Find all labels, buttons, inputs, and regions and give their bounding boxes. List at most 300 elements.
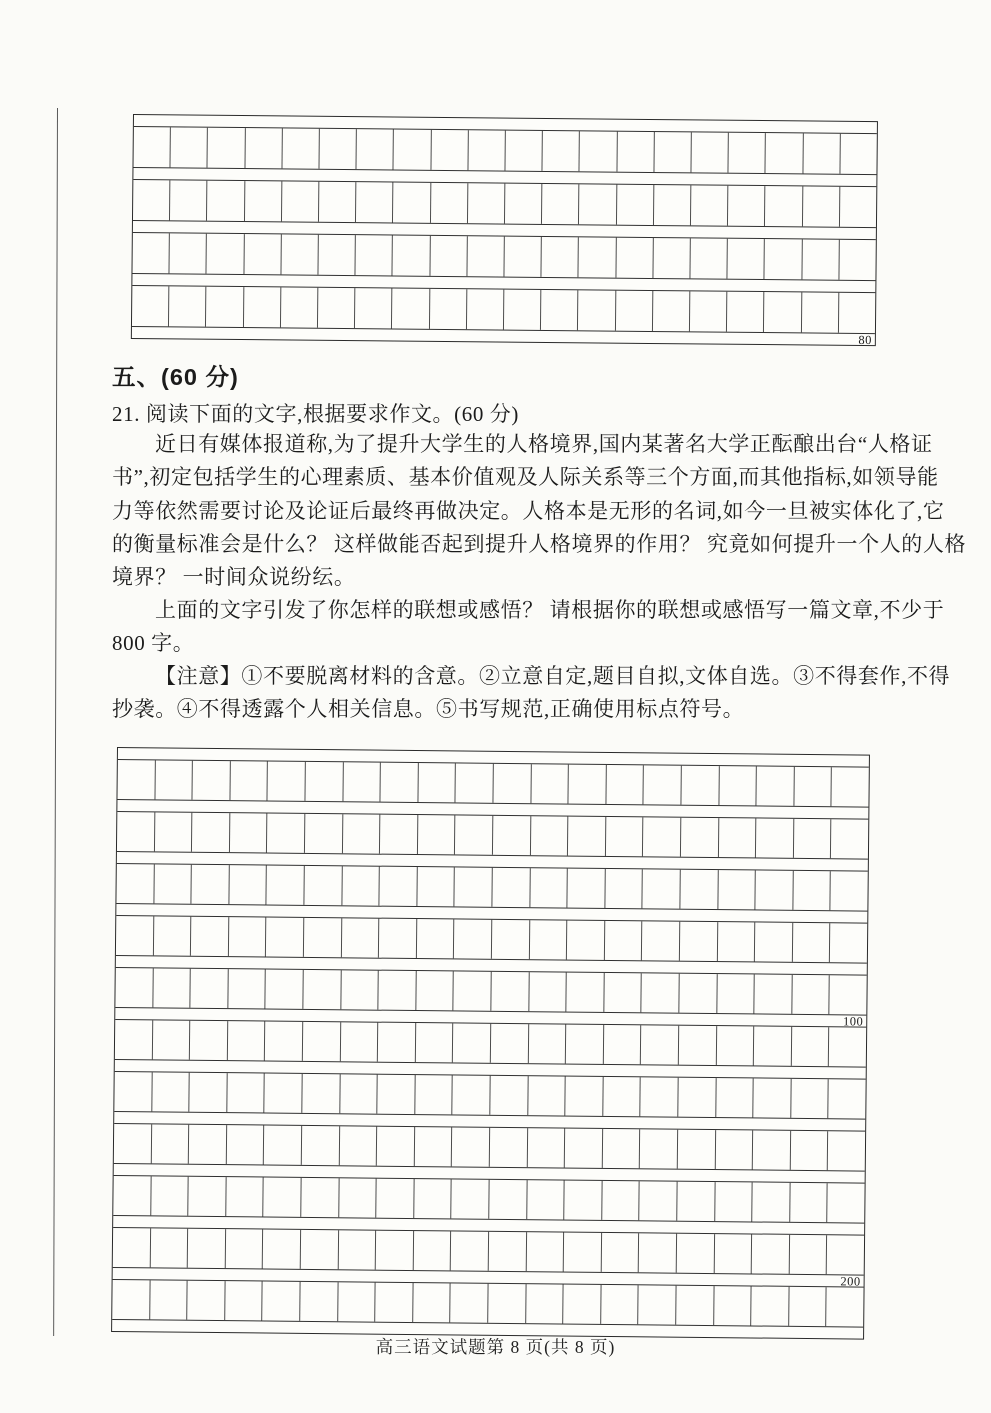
grid-cell [565,1129,603,1168]
grid-cell [303,1022,341,1061]
prompt-text-line: 境界？ 一时间众说纷纭。 [112,565,356,590]
grid-cell [643,817,681,856]
grid-cell [678,1130,716,1169]
grid-cell [393,183,431,223]
grid-cell [415,1127,453,1166]
grid-cell [491,1024,529,1063]
grid-cell [113,1176,151,1215]
grid-cell [206,287,244,327]
grid-cell [681,766,719,805]
grid-cell [304,918,342,957]
grid-cell [829,1027,866,1066]
grid-cell [229,865,267,904]
grid-cell [153,916,191,955]
grid-cell [226,1229,264,1268]
grid-cell [467,289,505,329]
grid-cell [152,1020,190,1059]
grid-cell [526,1284,564,1323]
grid-cell [530,868,568,907]
grid-cell [765,186,803,226]
grid-cell [188,1229,226,1268]
grid-cell [467,236,505,276]
grid-cell [717,922,755,961]
grid-cell [640,1129,678,1168]
grid-cell [642,921,680,960]
grid-cell [319,182,357,222]
grid-cell [302,1126,340,1165]
grid-cell [831,871,868,910]
grid-cell [114,1072,152,1111]
grid-cell [117,760,155,799]
grid-cell [617,185,655,225]
grid-cell [506,131,544,171]
grid-cell [606,817,644,856]
grid-cell [638,1285,676,1324]
grid-cell [792,975,830,1014]
grid-cell [225,1281,263,1320]
grid-cell [169,286,207,326]
grid-cell [755,870,793,909]
grid-cell [489,1180,527,1219]
grid-cell [752,1234,790,1273]
grid-cell [170,233,208,273]
grid-cell [393,236,431,276]
grid-cell [377,1075,415,1114]
grid-cell [714,1286,752,1325]
question-21-line: 21. 阅读下面的文字,根据要求作文。(60 分) [112,402,519,426]
grid-cell [827,1235,864,1274]
grid-cell [281,287,319,327]
grid-cell [791,1027,829,1066]
grid-cell [604,1025,642,1064]
grid-cell [716,1026,754,1065]
grid-cell [114,1124,152,1163]
grid-cell [301,1178,339,1217]
grid-cell [418,763,456,802]
grid-cell [830,923,867,962]
grid-cell [340,1022,378,1061]
page-binding-line [53,108,58,1336]
grid-cell [641,1025,679,1064]
grid-cell [154,864,192,903]
grid-cell [681,818,719,857]
grid-cell [565,1077,603,1116]
grid-cell [567,921,605,960]
grid-cell [452,1127,490,1166]
grid-cell [676,1286,714,1325]
grid-cell [153,968,191,1007]
grid-cell [454,971,492,1010]
grid-cell [832,767,869,806]
grid-cell [392,289,430,329]
grid-cell [680,922,718,961]
grid-cell [227,1125,265,1164]
grid-cell [579,184,617,224]
grid-cell [453,1075,491,1114]
grid-cell [228,969,266,1008]
grid-cell [281,234,319,274]
grid-cell [839,240,876,280]
grid-cell [690,238,728,278]
grid-cell [155,760,193,799]
grid-cell [115,968,153,1007]
prompt-paragraph-2 [112,594,945,661]
grid-cell [569,765,607,804]
grid-cell [839,293,876,333]
grid-cell [616,238,654,278]
grid-cell [542,237,580,277]
grid-cell [644,765,682,804]
grid-cell [341,918,379,957]
grid-cell [766,133,804,173]
grid-cell [417,919,455,958]
grid-cell [793,923,831,962]
grid-cell [639,1233,677,1272]
grid-cell [304,866,342,905]
grid-cell [541,290,579,330]
grid-cell [602,1181,640,1220]
grid-cell [690,291,728,331]
grid-cell [192,813,230,852]
grid-cell [831,819,868,858]
grid-cell [112,1280,150,1319]
grid-cell [152,1072,190,1111]
grid-cell [191,969,229,1008]
grid-cell [230,761,268,800]
grid-cell [230,813,268,852]
grid-cell [132,286,170,326]
grid-cell [492,868,530,907]
grid-cell [189,1073,227,1112]
grid-cell [414,1179,452,1218]
grid-cell [431,183,469,223]
grid-cell [208,128,246,168]
grid-cell [530,816,568,855]
grid-cell [566,973,604,1012]
grid-cell [828,1183,865,1222]
grid-cell [151,1176,189,1215]
grid-cell [564,1233,602,1272]
grid-cell [752,1182,790,1221]
grid-cell [803,186,841,226]
grid-cell [563,1285,601,1324]
grid-cell [654,185,692,225]
prompt-text-line: 力等依然需要讨论及论证后最终再做决定。人格本是无形的名词,如今一旦被实体化了,它 [112,498,945,523]
grid-cell [357,129,395,169]
grid-cell [765,239,803,279]
grid-cell [601,1285,639,1324]
grid-cell [207,234,245,274]
grid-cell [453,1023,491,1062]
grid-cell [339,1178,377,1217]
grid-cell [117,812,155,851]
grid-cell [468,130,506,170]
grid-cell [301,1230,339,1269]
grid-cell [318,288,356,328]
grid-cell [381,763,419,802]
grid-cell [300,1282,338,1321]
grid-cell [265,1074,303,1113]
grid-cell [790,1183,828,1222]
grid-cell [803,133,841,173]
grid-cell [528,1076,566,1115]
grid-cell [790,1131,828,1170]
grid-cell [190,1021,228,1060]
grid-cell [531,764,569,803]
grid-cell [605,869,643,908]
grid-cell [490,1076,528,1115]
grid-cell [244,287,282,327]
grid-cell [133,127,171,167]
notes-paragraph [112,660,951,727]
grid-cell [580,131,618,171]
grid-cell [679,974,717,1013]
char-count-marker: 200 [840,1274,861,1289]
grid-cell [244,234,282,274]
grid-cell [504,237,542,277]
grid-cell [376,1231,414,1270]
grid-cell [338,1230,376,1269]
grid-cell [718,870,756,909]
grid-cell [728,239,766,279]
prompt-text-line: 近日有媒体报道称,为了提升大学生的人格境界,国内某著名大学正酝酿出台“人格证 [155,432,933,456]
grid-cell [416,1023,454,1062]
grid-cell [727,292,765,332]
prompt-text-line: 书”,初定包括学生的心理素质、基本价值观及人际关系等三个方面,而其他指标,如领导能 [112,465,939,490]
grid-cell [715,1182,753,1221]
grid-cell [529,920,567,959]
grid-cell [802,292,840,332]
grid-cell [505,184,543,224]
grid-cell [228,1021,266,1060]
grid-cell [616,291,654,331]
grid-cell [267,814,305,853]
grid-cell [754,1026,792,1065]
grid-cell [413,1231,451,1270]
grid-cell [840,134,877,174]
composition-grid-top [131,114,878,346]
grid-cell [603,1077,641,1116]
grid-cell [305,762,343,801]
grid-cell [542,184,580,224]
grid-cell [339,1126,377,1165]
notes-text-line: 抄袭。④不得透露个人相关信息。⑤书写规范,正确使用标点符号。 [112,697,745,722]
grid-cell [456,763,494,802]
grid-cell [490,1128,528,1167]
grid-cell [677,1182,715,1221]
grid-cell [489,1232,527,1271]
grid-cell [430,289,468,329]
grid-cell [150,1228,188,1267]
page-footer: 高三语文试题第 8 页(共 8 页) [375,1337,616,1357]
grid-cell [229,917,267,956]
grid-cell [527,1128,565,1167]
grid-cell [528,1024,566,1063]
grid-cell [802,239,840,279]
grid-cell [430,236,468,276]
grid-cell [640,1181,678,1220]
grid-cell [380,815,418,854]
grid-cell [193,761,231,800]
char-count-marker: 80 [858,332,872,348]
grid-cell [654,132,692,172]
grid-cell [191,917,229,956]
prompt-paragraph-1 [112,428,967,594]
grid-cell [791,1079,829,1118]
grid-cell [189,1125,227,1164]
grid-cell [468,183,506,223]
grid-cell [263,1230,301,1269]
grid-cell [493,816,531,855]
grid-cell [452,1179,490,1218]
grid-cell [564,1181,602,1220]
grid-cell [794,819,832,858]
grid-cell [227,1073,265,1112]
composition-grid-main [111,747,870,1340]
grid-row [133,180,876,228]
grid-cell [377,1127,415,1166]
grid-cell [527,1180,565,1219]
grid-cell [394,130,432,170]
grid-cell [728,186,766,226]
grid-cell [245,181,283,221]
grid-cell [789,1235,827,1274]
grid-cell [264,1178,302,1217]
grid-cell [264,1126,302,1165]
grid-cell [116,916,154,955]
grid-cell [718,818,756,857]
grid-cell [493,764,531,803]
grid-cell [415,1075,453,1114]
grid-cell [488,1284,526,1323]
grid-cell [207,181,245,221]
grid-cell [226,1177,264,1216]
grid-cell [641,1077,679,1116]
grid-cell [642,973,680,1012]
grid-cell [380,867,418,906]
prompt-text-line: 800 字。 [112,631,195,656]
grid-cell [416,971,454,1010]
grid-cell [579,237,617,277]
grid-cell [643,869,681,908]
grid-cell [356,235,394,275]
grid-cell [454,919,492,958]
grid-cell [829,1079,866,1118]
grid-cell [764,292,802,332]
grid-cell [757,766,795,805]
grid-cell [340,1074,378,1113]
grid-cell [113,1228,151,1267]
grid-cell [343,762,381,801]
grid-cell [715,1130,753,1169]
grid-cell [245,128,283,168]
grid-row [132,286,875,334]
grid-cell [282,128,320,168]
grid-cell [379,971,417,1010]
grid-cell [132,233,170,273]
grid-cell [830,975,867,1014]
grid-cell [267,866,305,905]
grid-cell [116,864,154,903]
grid-cell [265,1022,303,1061]
grid-cell [828,1131,865,1170]
grid-cell [568,869,606,908]
grid-cell [753,1130,791,1169]
grid-cell [606,765,644,804]
grid-cell [753,1078,791,1117]
grid-cell [793,871,831,910]
grid-cell [691,185,729,225]
grid-cell [282,181,320,221]
grid-cell [342,866,380,905]
grid-cell [692,132,730,172]
grid-cell [680,870,718,909]
grid-cell [155,812,193,851]
grid-cell [543,131,581,171]
grid-cell [605,921,643,960]
grid-cell [719,766,757,805]
grid-cell [115,1020,153,1059]
grid-cell [566,1025,604,1064]
grid-cell [188,1177,226,1216]
grid-cell [187,1281,225,1320]
grid-cell [376,1179,414,1218]
grid-cell [677,1234,715,1273]
grid-cell [150,1280,188,1319]
grid-cell [451,1283,489,1322]
grid-row [133,127,876,175]
grid-cell [302,1074,340,1113]
grid-cell [754,974,792,1013]
char-count-marker: 100 [842,1014,864,1029]
grid-cell [133,180,171,220]
grid-cell [170,180,208,220]
grid-cell [318,235,356,275]
grid-cell [601,1233,639,1272]
grid-cell [794,767,832,806]
grid-cell [303,970,341,1009]
grid-cell [378,1023,416,1062]
grid-cell [171,127,209,167]
grid-cell [455,815,493,854]
prompt-text-line: 上面的文字引发了你怎样的联想或感悟？ 请根据你的联想或感悟写一篇文章,不少于 [155,598,945,622]
grid-cell [417,867,455,906]
notes-text-line: 【注意】①不要脱离材料的含意。②立意自定,题目自拟,文体自选。③不得套作,不得 [155,664,951,688]
grid-cell [716,1078,754,1117]
grid-cell [678,1078,716,1117]
grid-cell [602,1129,640,1168]
grid-cell [151,1124,189,1163]
grid-cell [375,1283,413,1322]
section-heading: 五、(60 分) [112,364,239,390]
grid-cell [653,291,691,331]
grid-cell [529,972,567,1011]
grid-cell [266,918,304,957]
grid-cell [341,970,379,1009]
grid-cell [578,290,616,330]
grid-cell [679,1026,717,1065]
grid-cell [755,922,793,961]
grid-cell [714,1234,752,1273]
grid-cell [305,814,343,853]
grid-cell [717,974,755,1013]
grid-row [132,233,875,281]
grid-cell [355,288,393,328]
grid-cell [192,865,230,904]
grid-cell [451,1231,489,1270]
grid-cell [653,238,691,278]
grid-cell [491,972,529,1011]
